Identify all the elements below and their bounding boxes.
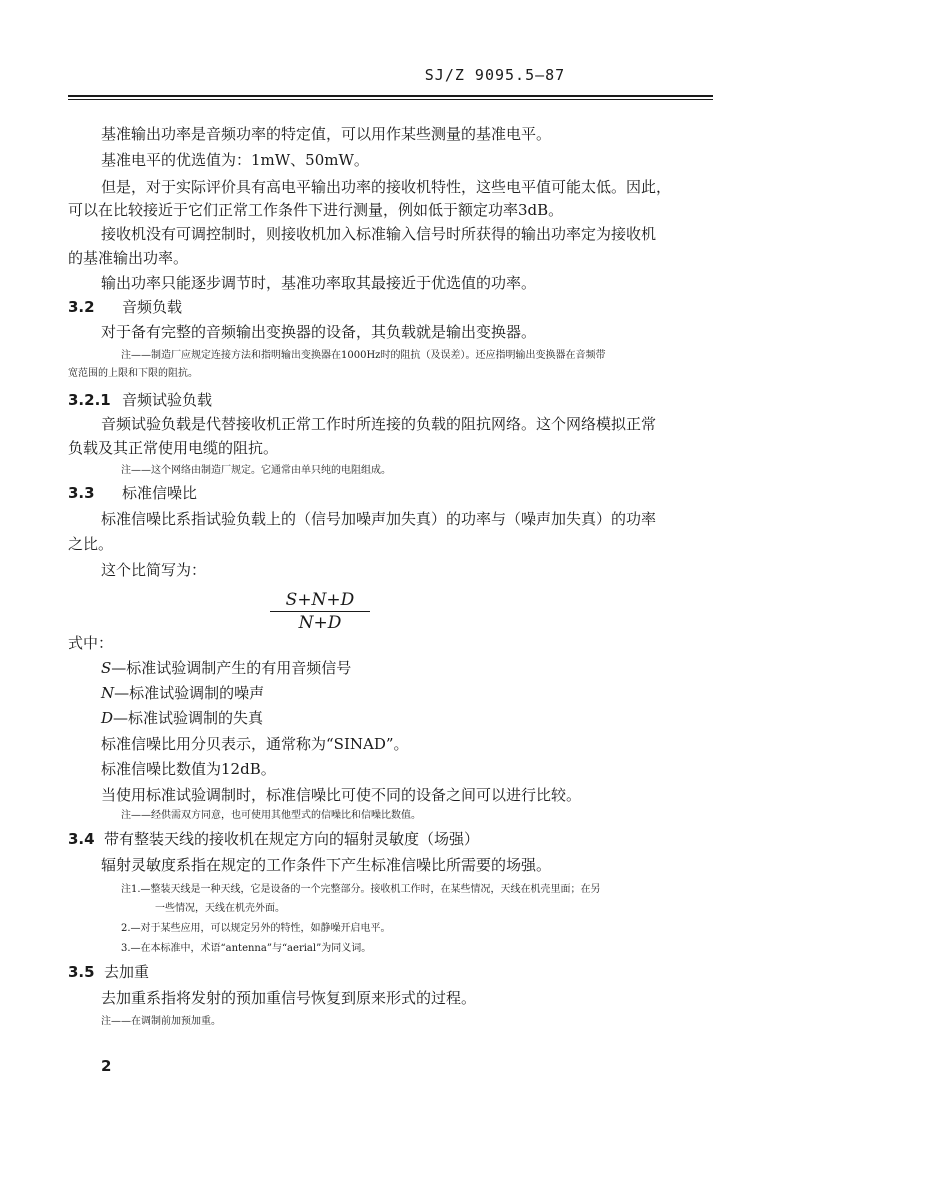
- page-number: 2: [101, 1057, 112, 1075]
- paragraph: 标准信噪比数值为12dB。: [101, 760, 276, 778]
- section-number: 3.2: [68, 298, 95, 316]
- paragraph: 但是，对于实际评价具有高电平输出功率的接收机特性，这些电平值可能太低。因此，: [101, 178, 672, 196]
- paragraph: 去加重系指将发射的预加重信号恢复到原来形式的过程。: [101, 989, 477, 1007]
- section-number: 3.5: [68, 963, 95, 981]
- formula-denominator: N+D: [298, 613, 342, 633]
- definition-s: [101, 658, 351, 678]
- note: 一些情况，天线在机壳外面。: [155, 903, 285, 914]
- symbol-s: S: [101, 659, 112, 677]
- note: 注——经供需双方同意，也可使用其他型式的信噪比和信噪比数值。: [121, 810, 421, 821]
- sinad-formula: [270, 590, 370, 633]
- section-title: 去加重: [104, 963, 150, 981]
- header-rule-thin: [68, 99, 713, 100]
- paragraph: 之比。: [68, 535, 114, 553]
- page-header: SJ/Z 9095.5—87: [424, 66, 566, 84]
- paragraph: 标准信噪比用分贝表示，通常称为“SINAD”。: [101, 735, 409, 753]
- paragraph: 可以在比较接近于它们正常工作条件下进行测量，例如低于额定功率3dB。: [68, 201, 564, 219]
- note: 注——这个网络由制造厂规定。它通常由单只纯的电阻组成。: [121, 465, 391, 476]
- symbol-d: D: [101, 709, 114, 727]
- section-heading-3-3: [68, 483, 197, 503]
- definition-text: —标准试验调制产生的有用音频信号: [111, 659, 352, 677]
- note: 注——制造厂应规定连接方法和指明输出变换器在1000Hz时的阻抗（及误差）。还应指明输出变换器在音频带: [121, 350, 606, 361]
- header-rule-thick: [68, 95, 713, 97]
- section-heading-3-2-1: [68, 390, 212, 410]
- paragraph: 当使用标准试验调制时，标准信噪比可使不同的设备之间可以进行比较。: [101, 786, 582, 804]
- paragraph: 辐射灵敏度系指在规定的工作条件下产生标准信噪比所需要的场强。: [101, 856, 552, 874]
- definition-text: —标准试验调制的失真: [113, 709, 264, 727]
- paragraph: 基准电平的优选值为：1mW、50mW。: [101, 151, 369, 169]
- note: 宽范围的上限和下限的阻抗。: [68, 368, 198, 379]
- note: 注1.—整装天线是一种天线，它是设备的一个完整部分。接收机工作时，在某些情况，天线在机壳里面；在另: [121, 884, 601, 895]
- section-title: 音频试验负载: [122, 391, 213, 409]
- symbol-n: N: [101, 684, 115, 702]
- section-number: 3.4: [68, 830, 95, 848]
- where-label: 式中：: [68, 634, 114, 652]
- section-heading-3-5: [68, 962, 149, 982]
- section-title: 音频负载: [122, 298, 183, 316]
- definition-d: [101, 708, 263, 728]
- formula-numerator: S+N+D: [285, 590, 355, 610]
- section-number: 3.2.1: [68, 391, 111, 409]
- section-heading-3-4: [68, 829, 479, 849]
- definition-text: —标准试验调制的噪声: [114, 684, 265, 702]
- section-title: 标准信噪比: [122, 484, 198, 502]
- paragraph: 负载及其正常使用电缆的阻抗。: [68, 439, 279, 457]
- paragraph: 对于备有完整的音频输出变换器的设备，其负载就是输出变换器。: [101, 323, 537, 341]
- paragraph: 接收机没有可调控制时，则接收机加入标准输入信号时所获得的输出功率定为接收机: [101, 225, 657, 243]
- section-heading-3-2: [68, 297, 182, 317]
- note: 注——在调制前加预加重。: [101, 1016, 221, 1027]
- paragraph: 的基准输出功率。: [68, 249, 189, 267]
- fraction-bar: [270, 611, 370, 612]
- paragraph: 音频试验负载是代替接收机正常工作时所连接的负载的阻抗网络。这个网络模拟正常: [101, 415, 657, 433]
- paragraph: 这个比简写为：: [101, 561, 207, 579]
- note: 2.—对于某些应用，可以规定另外的特性，如静噪开启电平。: [121, 923, 391, 934]
- definition-n: [101, 683, 264, 703]
- section-title: 带有整装天线的接收机在规定方向的辐射灵敏度（场强）: [104, 830, 480, 848]
- paragraph: 基准输出功率是音频功率的特定值，可以用作某些测量的基准电平。: [101, 125, 552, 143]
- section-number: 3.3: [68, 484, 95, 502]
- paragraph: 输出功率只能逐步调节时，基准功率取其最接近于优选值的功率。: [101, 274, 537, 292]
- paragraph: 标准信噪比系指试验负载上的（信号加噪声加失真）的功率与（噪声加失真）的功率: [101, 510, 657, 528]
- note: 3.—在本标准中，术语“antenna”与“aerial”为同义词。: [121, 943, 372, 954]
